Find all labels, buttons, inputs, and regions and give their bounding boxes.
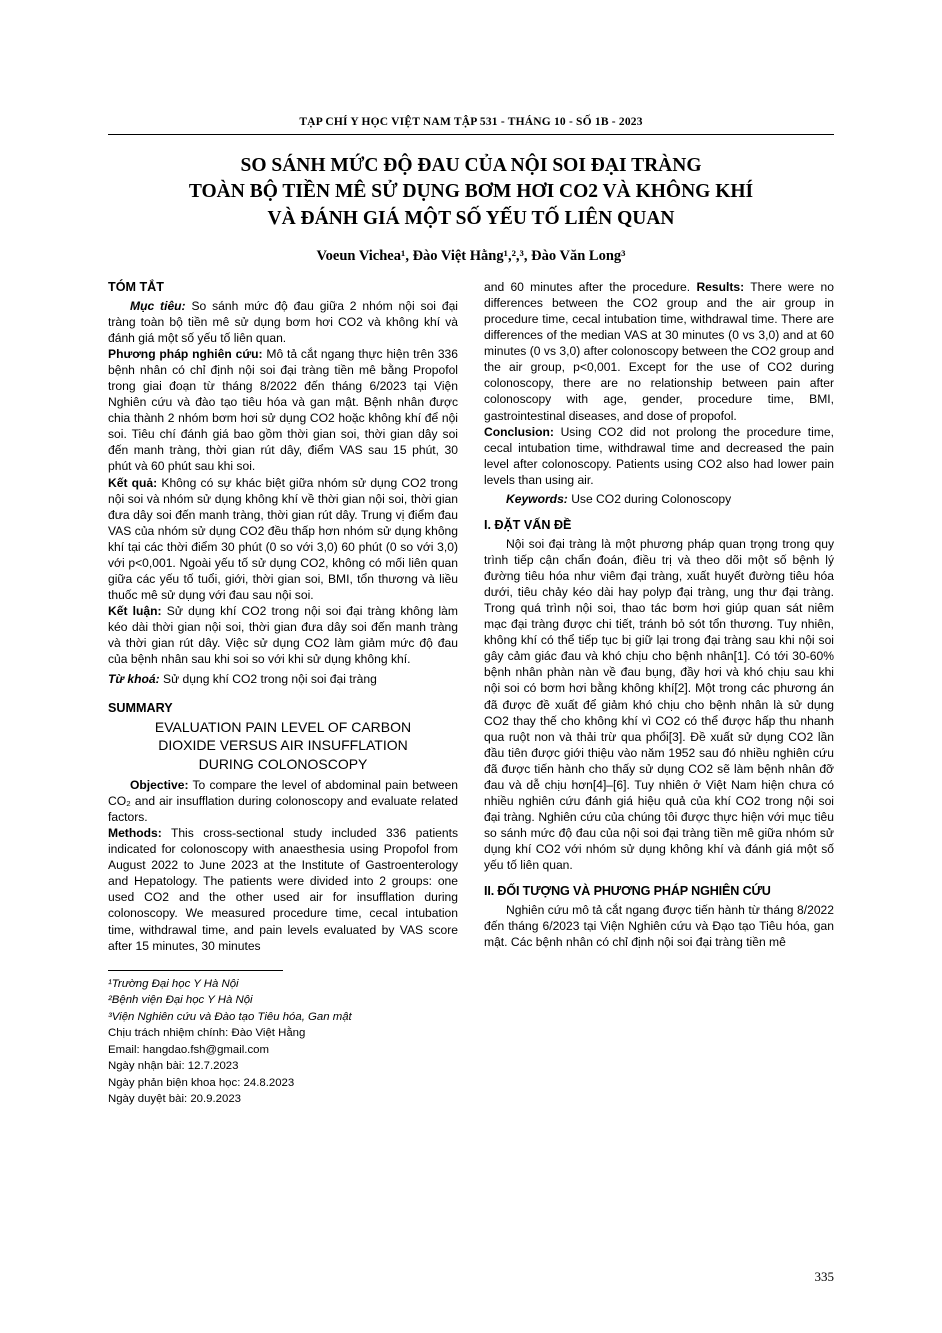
footnote-review-date: Ngày phản biện khoa học: 24.8.2023 [108,1076,295,1089]
text-ket-qua: Không có sự khác biệt giữa nhóm sử dụng CO2 trong nội soi và nhóm sử dụng không khí về thời gian nội soi, thời gian đưa dây soi đến manh tràng, thời gian rút dây. Trung vị điểm đau VAS của nhóm sử dụng CO2 đều thấp hơn nhóm sử dụng không khí tại các thời điểm 30 phút (0 so với 3,0) 60 phút (0 so với 3,0) với p<0,001. Ngoài yếu tố sử dụng CO2, không có mối liên quan giữa các yếu tố tuổi, giới, thời gian soi, BMI, tổn thương và liều thuốc mê sử dụng với đau sau nội soi. [108,475,459,603]
heading-section-1: I. ĐẶT VẤN ĐỀ [484,518,572,533]
paragraph-phuong-phap [108,346,458,475]
text-muc-tieu: So sánh mức độ đau giữa 2 nhóm nội soi đại tràng toàn bộ tiền mê sử dụng bơm hơi CO2 và không khí và đánh giá một số yếu tố liên quan. [108,298,458,345]
footnote-accepted-date: Ngày duyệt bài: 20.9.2023 [108,1093,241,1106]
label-ket-qua: Kết quả: [108,475,158,490]
paragraph-methods [108,825,458,954]
label-tu-khoa: Từ khoá: [108,672,160,687]
left-column [108,279,458,1108]
summary-title-line-3: DURING COLONOSCOPY [198,755,368,772]
paragraph-methods-continued [484,279,834,424]
label-muc-tieu: Mục tiêu: [130,298,186,313]
text-conclusion: Using CO2 did not prolong the procedure time, cecal intubation time, withdrawal time and decreased the pain level after colonoscopy. Patients using CO2 also had lower pain levels than using air. [484,424,834,487]
page-number: 335 [814,1269,834,1284]
footnote-email: Email: hangdao.fsh@gmail.com [108,1043,269,1056]
footnote-corresponding-author: Chịu trách nhiệm chính: Đào Việt Hằng [108,1027,306,1040]
label-keywords: Keywords: [506,491,568,506]
text-tu-khoa: Sử dụng khí CO2 trong nội soi đại tràng [159,672,377,687]
footnote-affiliation-3: ³Viện Nghiên cứu và Đào tạo Tiêu hóa, Gan mật [108,1010,352,1023]
text-objective: To compare the level of abdominal pain between CO₂ and air insufflation during colonoscopy and evaluate related factors. [108,777,458,824]
title-line-3: VÀ ĐÁNH GIÁ MỘT SỐ YẾU TỐ LIÊN QUAN [267,207,675,229]
right-column [484,279,834,950]
summary-title-line-1: EVALUATION PAIN LEVEL OF CARBON [154,719,412,736]
running-head: TẠP CHÍ Y HỌC VIỆT NAM TẬP 531 - THÁNG 10 - SỐ 1B - 2023 [108,116,834,135]
author-list: Voeun Vichea¹, Đào Việt Hằng¹,²,³, Đào Văn Long³ [316,247,626,264]
footnote-rule [108,970,283,971]
paragraph-ket-qua [108,475,458,604]
paragraph-section-2: Nghiên cứu mô tả cắt ngang được tiến hành từ tháng 8/2022 đến tháng 6/2023 tại Viện Nghiên cứu và Đạo tạo Tiêu hóa, gan mật. Các bệnh nhân có chỉ định nội soi đại tràng tiền mê [484,903,834,950]
text-results: There were no differences between the CO2 group and the air group in procedure time, cecal intubation time, withdrawal time. There are differences of the median VAS at 30 minutes (0 vs 3,0) and at 60 minutes (0 vs 3,0) after colonoscopy between the CO2 group and the air group, p<0,001. Except for the use of CO2 during colonoscopy, there are no relationship between pain after colonoscopy with age, gender, procedure time, BMI, gastrointestinal diseases, and dose of propofol. [484,279,834,423]
paragraph-tu-khoa [108,671,458,687]
title-line-1: SO SÁNH MỨC ĐỘ ĐAU CỦA NỘI SOI ĐẠI TRÀNG [240,155,702,176]
paragraph-conclusion [484,424,834,488]
text-phuong-phap: Mô tả cắt ngang thực hiện trên 336 bệnh nhân có chỉ định nội soi đại tràng tiền mê bằng Propofol trong giai đoạn từ tháng 8/2022 đến tháng 6/2023 tại Viện Nghiên cứu và đào tạo tiêu hóa và gan mật. Bệnh nhân được chia thành 2 nhóm bơm hơi sử dụng CO2 hoặc không khí để nội soi. Tiêu chí đánh giá bao gồm thời gian soi, thời gian dây soi đến manh tràng, thời gian rút dây, điểm VAS sau 15 phút, 30 phút và 60 phút sau khi soi. [108,346,459,474]
label-ket-luan: Kết luận: [108,604,162,619]
label-objective: Objective: [130,777,189,792]
text-methods: This cross-sectional study included 336 patients indicated for colonoscopy with anaesthesia using Propofol from August 2022 to June 2023 at the Institute of Gastroenterology and Hepatology. The patients were divided into 2 groups: one used CO2 and the other used air for insufflation during colonoscopy. We measured procedure time, cecal intubation time, withdrawal time, and pain levels evaluated by VAS score after 15 minutes, 30 minutes [108,826,458,953]
label-conclusion: Conclusion: [484,424,554,439]
text-ket-luan: Sử dụng khí CO2 trong nội soi đại tràng không làm kéo dài thời gian nội soi, thời gian đưa dây soi đến manh tràng và thời gian rút dây. Việc sử dụng CO2 làm giảm mức độ đau của bệnh nhân sau khi soi so với khi sử dụng không khí. [108,604,458,667]
footnotes-block [108,964,458,1108]
footnote-affiliation-2: ²Bệnh viện Đại học Y Hà Nội [108,994,253,1007]
text-keywords: Use CO2 during Colonoscopy [567,491,732,506]
paragraph-objective [108,777,458,825]
paragraph-keywords [484,491,834,507]
paragraph-section-1: Nội soi đại tràng là một phương pháp quan trọng trong quy trình tiếp cận chẩn đoán, điều trị và theo dõi một số bệnh lý đường tiêu hóa như viêm đại tràng, xuất huyết đường tiêu hóa dưới, tiêu chảy kéo dài hay polyp đại tràng, ung thư đại tràng. Trong quá trình nội soi, thao tác bơm hơi giúp quan sát niêm mạc đại tràng được chi tiết, tránh bỏ sót tổn thương. Tuy nhiên, không khí có thể tiếp tục bị giữ lại trong đại tràng sau khi nội soi gây cảm giác đau và khó chịu cho bệnh nhân[1]. Có tới 30-60% bệnh nhân phàn nàn về đau bụng, đầy hơi và khó chịu sau khi nội soi có bơm hơi bằng không khí[2]. Một trong các phương án đã được đề xuất để giảm khó chịu cho bệnh nhân là sử dụng CO2 thay thế cho không khí vì CO2 có thể được hấp thu nhanh qua ruột non và thải trừ qua phổi[3]. Đề xuất sử dụng CO2 lần đầu tiên được giới thiệu vào năm 1952 sau đó nhiều nghiên cứu đã được tiến hành cho thấy sử dụng CO2 sẽ làm bệnh nhân đỡ đau và dễ chịu hơn[4]–[6]. Tuy nhiên ở Việt Nam hiện chưa có nhiều nghiên cứu đánh giá hiệu quả của khí CO2 trong nội soi đại tràng. Nghiên cứu của chúng tôi được thực hiện với mục tiêu so sánh mức độ đau của nội soi đại tràng tiền mê giữa nhóm sử dụng khí CO2 với nhóm sử dụng không khí và đánh giá một số yếu tố liên quan. [484,536,834,873]
paragraph-muc-tieu [108,298,458,346]
paragraph-ket-luan [108,603,458,667]
heading-section-2: II. ĐỐI TƯỢNG VÀ PHƯƠNG PHÁP NGHIÊN CỨU [484,884,771,899]
heading-tom-tat: TÓM TẮT [108,279,164,294]
summary-title [108,718,458,773]
two-column-body [108,279,834,1108]
label-results: Results: [696,279,745,294]
title-line-2: TOÀN BỘ TIỀN MÊ SỬ DỤNG BƠM HƠI CO2 VÀ KHÔNG KHÍ [188,181,754,203]
footnote-received-date: Ngày nhận bài: 12.7.2023 [108,1060,239,1073]
label-methods: Methods: [108,826,162,841]
summary-title-line-2: DIOXIDE VERSUS AIR INSUFFLATION [158,737,408,754]
footnote-affiliation-1: ¹Trường Đại học Y Hà Nội [108,977,239,990]
heading-summary: SUMMARY [108,700,173,715]
label-phuong-phap: Phương pháp nghiên cứu: [108,346,263,361]
page-title [108,153,834,232]
text-methods-continued: and 60 minutes after the procedure. [484,279,691,294]
